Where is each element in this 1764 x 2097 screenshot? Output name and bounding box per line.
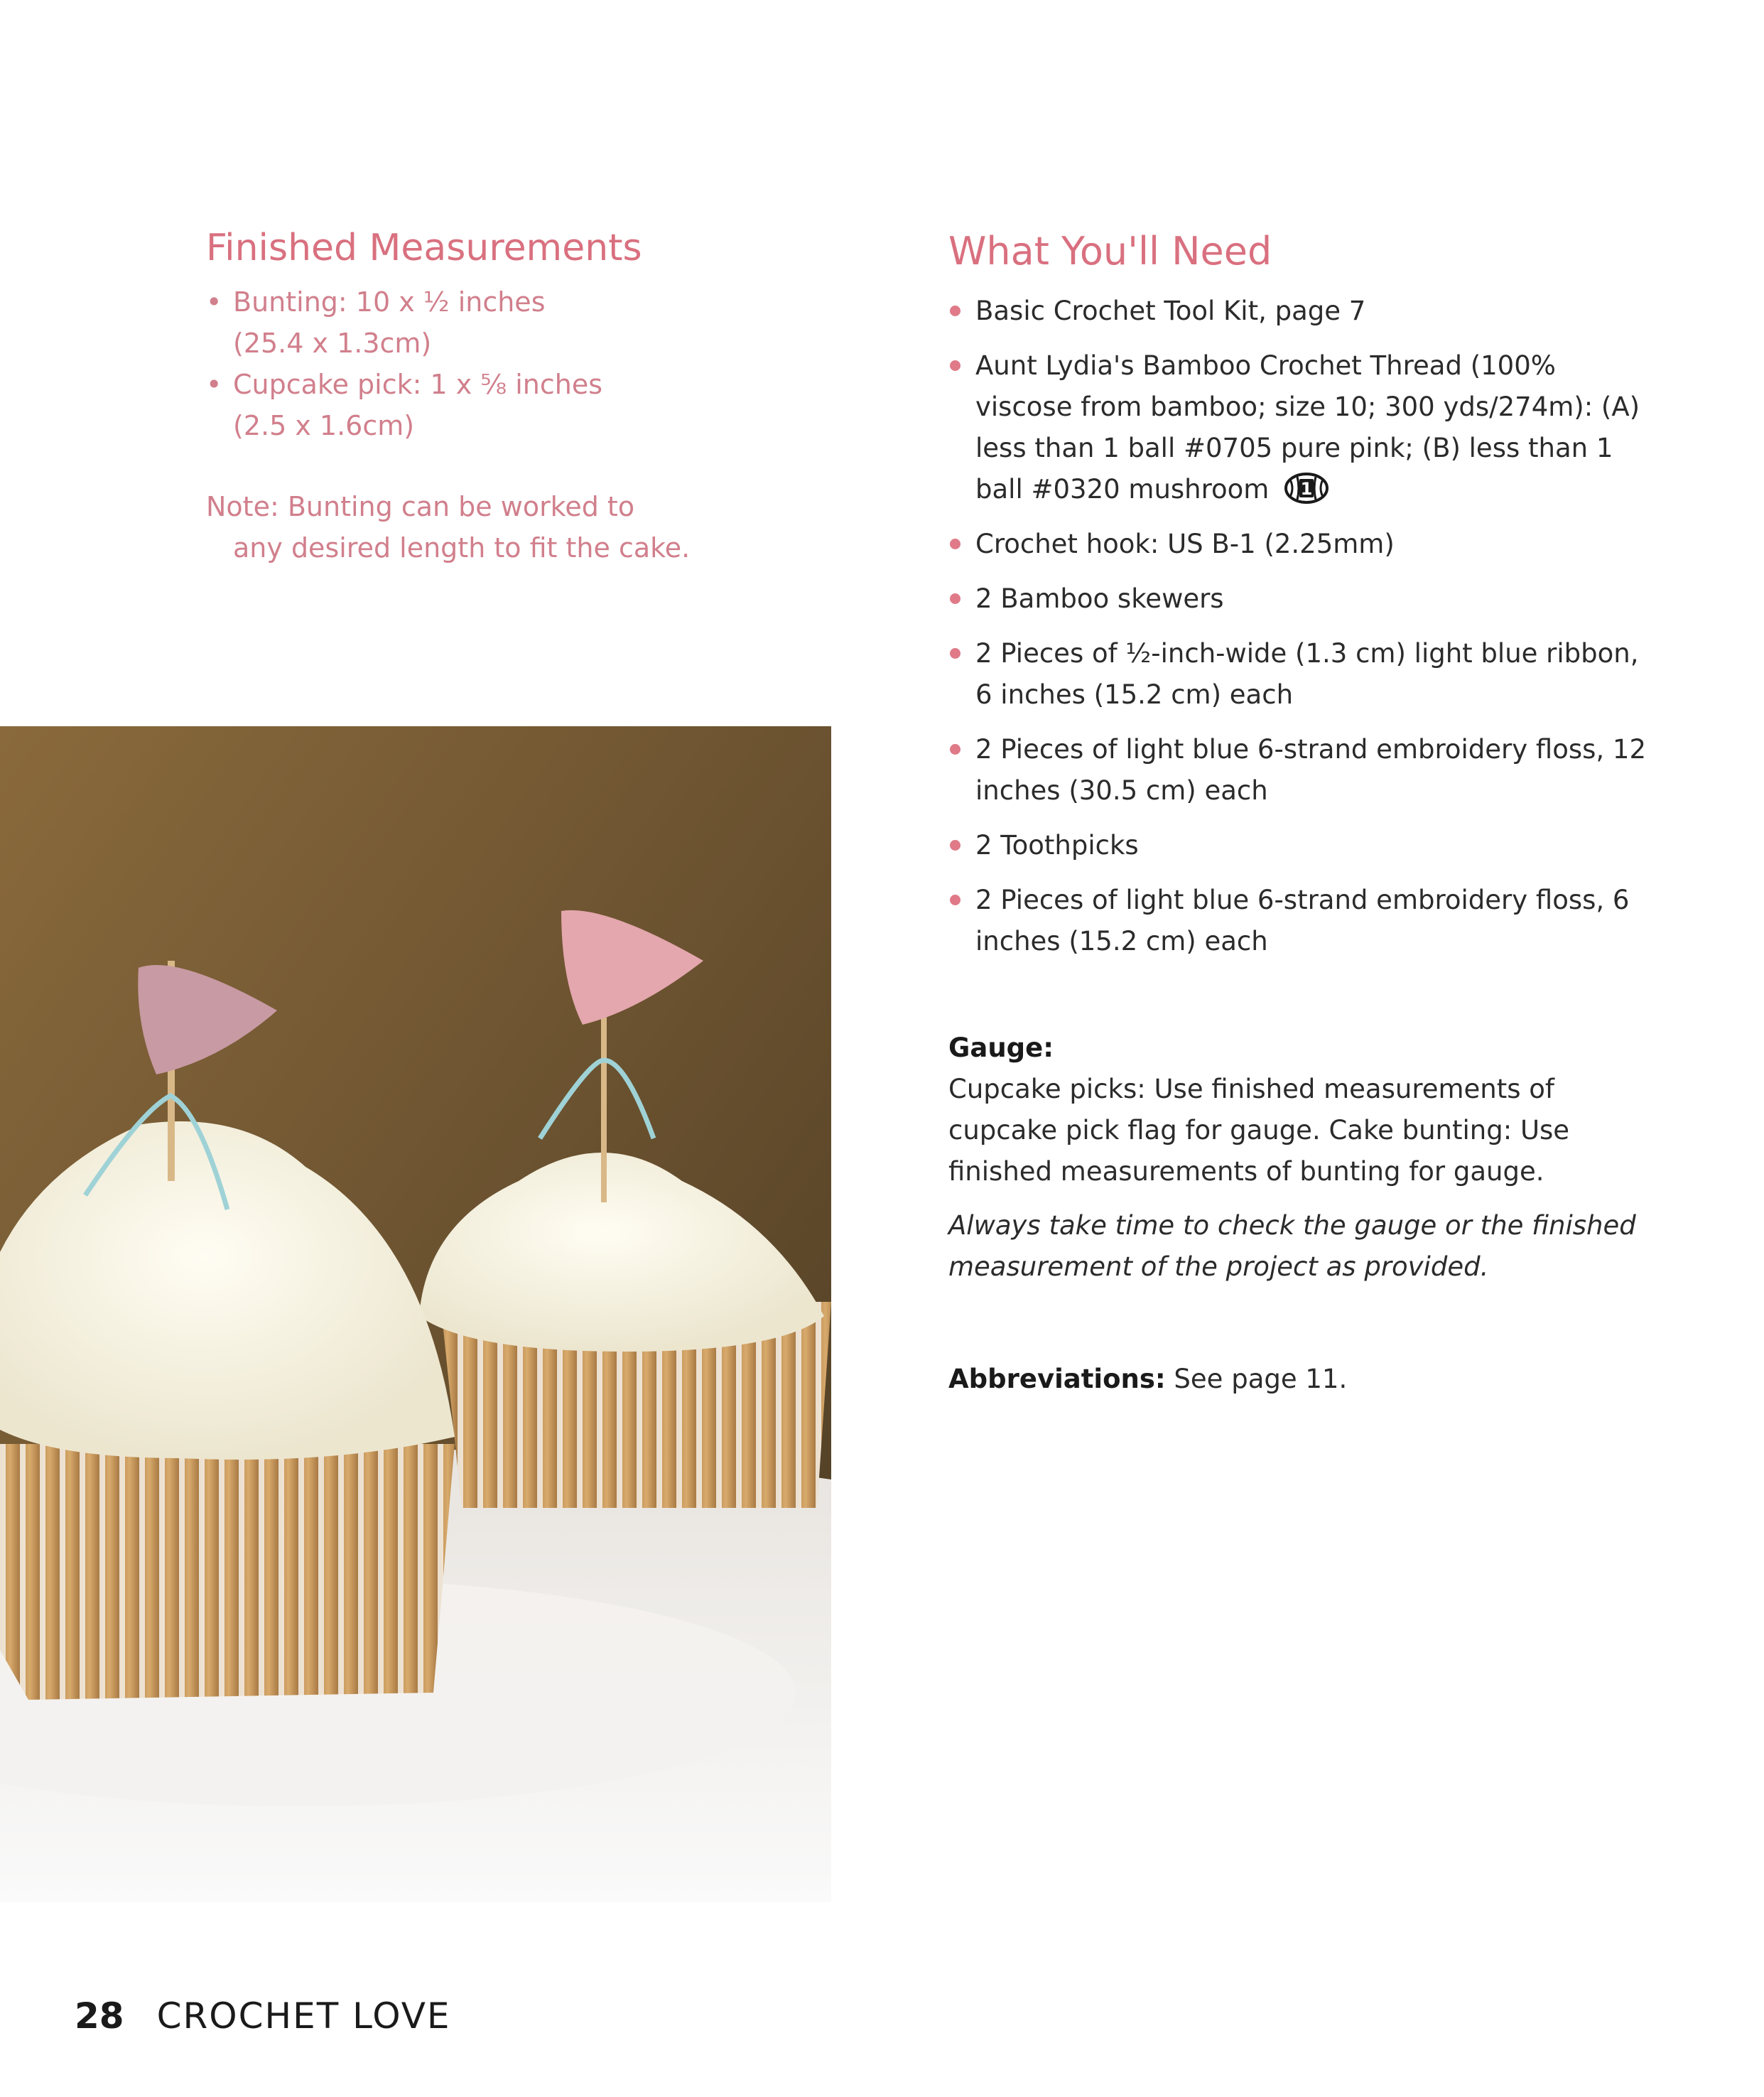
- gauge-label: Gauge:: [948, 1032, 1054, 1063]
- skewers-item: 2 Bamboo skewers: [975, 583, 1224, 614]
- bullet-icon: [950, 360, 961, 371]
- gauge-note: Always take time to check the gauge or the finished measurement of the project as provided.: [948, 1209, 1636, 1282]
- floss-12in-item: 2 Pieces of light blue 6-strand embroidery floss, 12 inches (30.5 cm) each: [975, 733, 1647, 806]
- abbreviations-text: See page 11.: [1165, 1363, 1348, 1394]
- bunting-measurement-metric: (25.4 x 1.3cm): [233, 328, 432, 360]
- toothpicks-item: 2 Toothpicks: [975, 829, 1139, 861]
- bullet-icon: [950, 744, 961, 755]
- what-youll-need-heading: What You'll Need: [948, 229, 1272, 274]
- abbreviations-section: [948, 1359, 1659, 1400]
- gauge-section: [948, 1028, 1659, 1288]
- hook-item: Crochet hook: US B-1 (2.25mm): [975, 528, 1395, 559]
- list-item: [948, 633, 1659, 716]
- list-item: [948, 345, 1659, 510]
- list-item: [948, 291, 1659, 332]
- finished-measurements-heading: Finished Measurements: [206, 227, 642, 269]
- tool-kit-item: Basic Crochet Tool Kit, page 7: [975, 295, 1366, 326]
- thread-item: Aunt Lydia's Bamboo Crochet Thread (100% viscose from bamboo; size 10; 300 yds/274m): (A) less than 1 ball #0705 pure pink; (B) less than 1 ball #0320 mushroom: [975, 350, 1640, 505]
- ribbon-item: 2 Pieces of ½-inch-wide (1.3 cm) light blue ribbon, 6 inches (15.2 cm) each: [975, 637, 1639, 710]
- note-line-2: any desired length to fit the cake.: [233, 532, 691, 564]
- materials-list: [948, 291, 1659, 962]
- materials-section: [948, 229, 1659, 1400]
- gauge-text: Cupcake picks: Use finished measurements of cupcake pick flag for gauge. Cake bunting: Use finished measurements of bunting for gauge.: [948, 1073, 1570, 1187]
- bullet-icon: [950, 840, 961, 851]
- bunting-note: [206, 486, 817, 568]
- yarn-weight-icon: [1284, 473, 1329, 504]
- abbreviations-label: Abbreviations:: [948, 1363, 1166, 1394]
- floss-6in-item: 2 Pieces of light blue 6-strand embroidery floss, 6 inches (15.2 cm) each: [975, 884, 1630, 956]
- bullet-icon: [950, 306, 961, 316]
- bullet-icon: [950, 895, 961, 905]
- bullet-icon: [950, 539, 961, 549]
- list-item: [948, 524, 1659, 565]
- finished-measurements-section: [206, 226, 817, 568]
- list-item: [948, 880, 1659, 962]
- measurements-list: [206, 281, 817, 446]
- page-number: 28: [75, 1995, 124, 2037]
- list-item: [206, 281, 817, 364]
- list-item: [948, 578, 1659, 620]
- cupcake-pick-measurement-metric: (2.5 x 1.6cm): [233, 410, 415, 442]
- bullet-icon: [950, 648, 961, 659]
- bunting-measurement: • Bunting: 10 x ½ inches: [233, 286, 546, 318]
- cupcakes-illustration: [0, 726, 831, 1902]
- note-line-1: Note: Bunting can be worked to: [206, 491, 635, 523]
- bullet-icon: [950, 593, 961, 604]
- cupcakes-photo: [0, 726, 831, 1902]
- list-item: [948, 825, 1659, 866]
- list-item: [948, 729, 1659, 812]
- list-item: [206, 364, 817, 446]
- yarn-weight-number: 1: [1300, 478, 1313, 499]
- book-title: CROCHET LOVE: [156, 1995, 451, 2037]
- cupcake-pick-measurement: • Cupcake pick: 1 x ⅝ inches: [233, 369, 603, 401]
- page-footer: [75, 1995, 451, 2037]
